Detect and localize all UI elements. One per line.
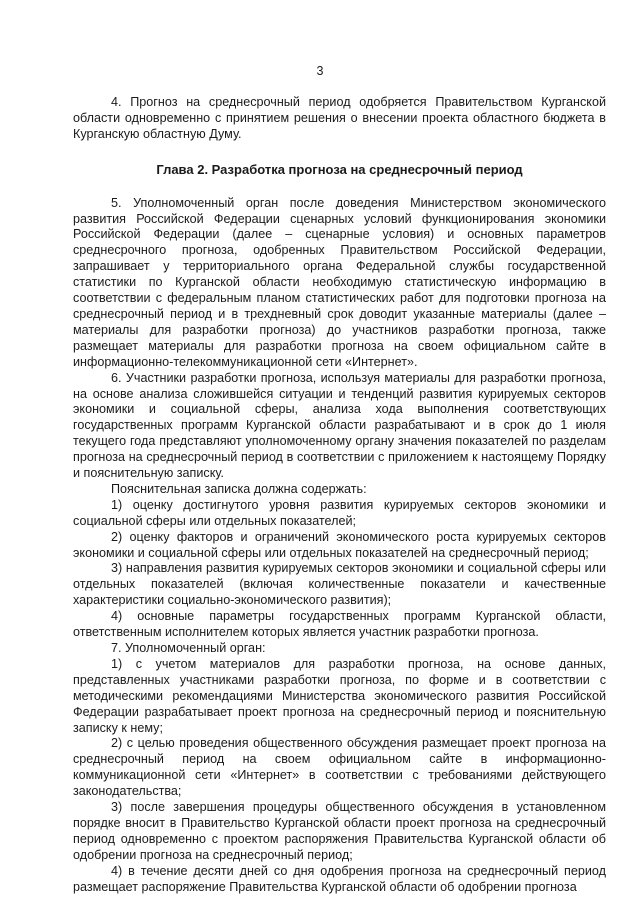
paragraph-7: 7. Уполномоченный орган: (111, 641, 266, 655)
explanatory-note-intro: Пояснительная записка должна содержать: (111, 481, 367, 496)
subitem-2: 2) с целью проведения общественного обсуждения размещает проект прогноза на среднесрочный период на своем официальном сайте в информационно-коммуникационной сети «Интернет» в соответствии с требованиями действующего законодательства; (73, 736, 606, 799)
paragraph-6: 6. Участники разработки прогноза, используя материалы для разработки прогноза, на основе анализа сложившейся ситуации и тенденций развития курируемых секторов экономики и социальной сферы, анализа хода выполнения соответствующих государственных программ Курганской области разрабатывают и в срок до 1 июля текущего года представляют уполномоченному органу значения показателей по разделам прогноза на среднесрочный период в соответствии с приложением к настоящему Порядку и пояснительную записку. (73, 370, 606, 481)
page-number: 3 (316, 64, 324, 78)
list-item-3: 3) направления развития курируемых секторов экономики и социальной сферы или отдельных показателей (включая количественные показатели и качественные характеристики социально-экономического развития); (73, 561, 606, 608)
document-body (73, 95, 606, 896)
subitem-4: 4) в течение десяти дней со дня одобрения прогноза на среднесрочный период размещает распоряжение Правительства Курганской области об одобрении прогноза (73, 863, 606, 894)
list-item-2: 2) оценку факторов и ограничений экономического роста курируемых секторов экономики и социальной сферы или отдельных показателей на среднесрочный период; (73, 529, 606, 560)
list-item-1: 1) оценку достигнутого уровня развития курируемых секторов экономики и социальной сферы или отдельных показателей; (73, 497, 606, 528)
subitem-3: 3) после завершения процедуры общественного обсуждения в установленном порядке вносит в Правительство Курганской области проект прогноза на среднесрочный период одновременно с проектом распоряжения Правительства Курганской области об одобрении прогноза на среднесрочный период; (73, 800, 606, 862)
subitem-1: 1) с учетом материалов для разработки прогноза, на основе данных, представленных участниками разработки прогноза, по форме и в соответствии с методическими рекомендациями Министерства экономического развития Российской Федерации разрабатывает проект прогноза на среднесрочный период и пояснительную записку к нему; (73, 656, 606, 735)
list-item-4: 4) основные параметры государственных программ Курганской области, ответственным исполнителем которых является участник разработки прогноза. (73, 609, 606, 640)
paragraph-5: 5. Уполномоченный орган после доведения Министерством экономического развития Российской Федерации сценарных условий функционирования экономики Российской Федерации (далее – сценарные условия) и основных параметров среднесрочного прогноза, одобренных Правительством Российской Федерации, запрашивает у территориального органа Федеральной службы государственной статистики по Курганской области необходимую статистическую информацию в соответствии с федеральным планом статистических работ для подготовки прогноза на среднесрочный период и в трехдневный срок доводит указанные материалы (далее – материалы для разработки прогноза) до участников разработки прогноза, также размещает материалы для разработки прогноза на своем официальном сайте в информационно-телекоммуникационной сети «Интернет». (73, 195, 606, 369)
chapter-heading: Глава 2. Разработка прогноза на среднесрочный период (156, 161, 523, 177)
paragraph-4: 4. Прогноз на среднесрочный период одобряется Правительством Курганской области одновременно с принятием решения о внесении проекта областного бюджета в Курганскую областную Думу. (73, 95, 606, 141)
